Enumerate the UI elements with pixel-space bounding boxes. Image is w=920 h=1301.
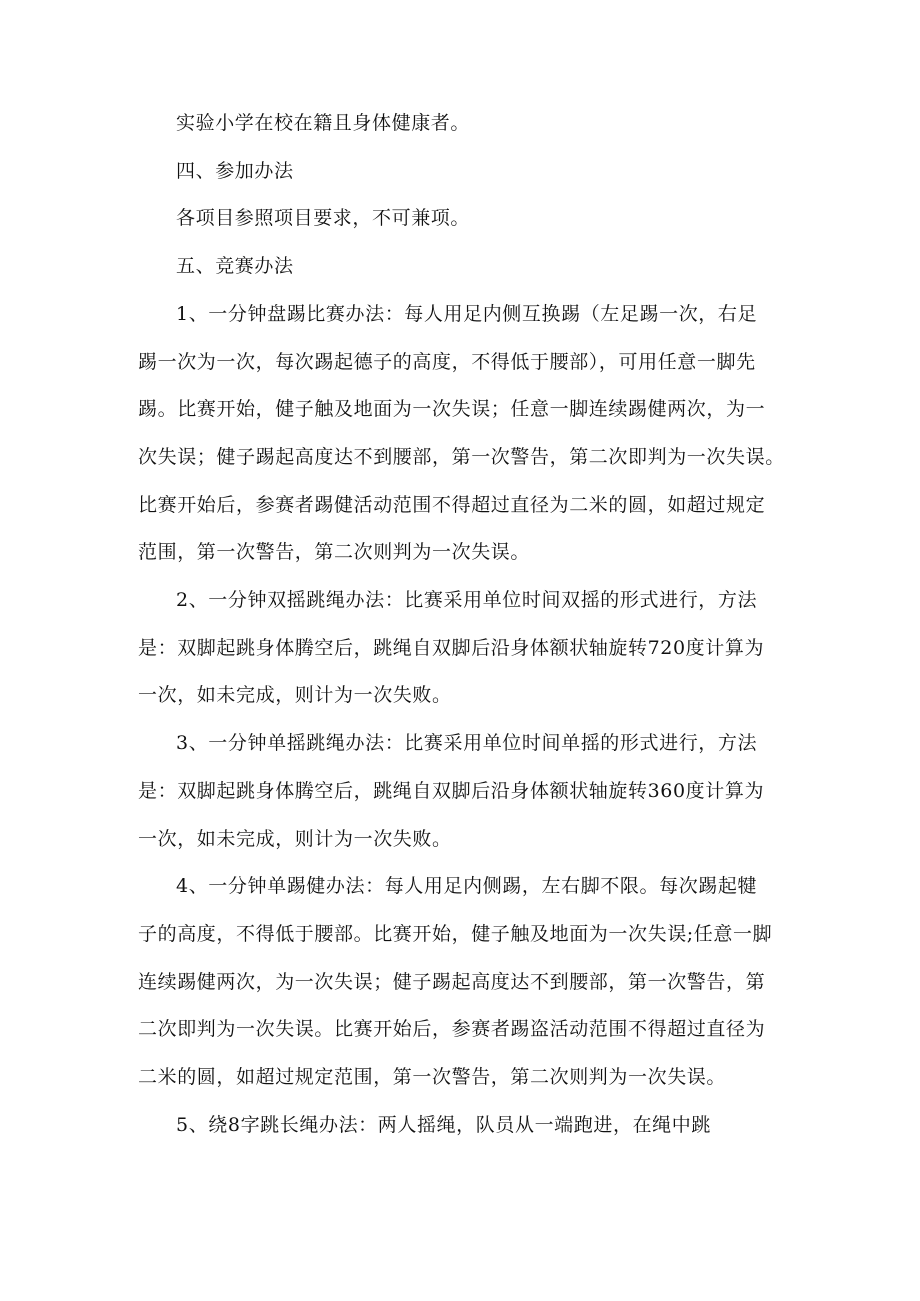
section-four-heading (138, 148, 788, 196)
rule-1-shuttlecock-inside-kick (138, 291, 788, 577)
text-line: 范围，第一次警告，第二次则判为一次失误。 (138, 541, 531, 564)
text-line: 是：双脚起跳身体腾空后，跳绳自双脚后沿身体额状轴旋转360度计算为 (138, 779, 765, 802)
text-line: 是：双脚起跳身体腾空后，跳绳自双脚后沿身体额状轴旋转720度计算为 (138, 636, 765, 659)
text-line: 一次，如未完成，则计为一次失败。 (138, 684, 452, 707)
text-line: 踢。比赛开始，健子触及地面为一次失误；任意一脚连续踢健两次，为一 (138, 398, 766, 421)
text-line: 连续踢健两次，为一次失误；健子踢起高度达不到腰部，第一次警告，第 (138, 970, 766, 993)
participation-text (138, 195, 788, 243)
text-line: 四、参加办法 (176, 159, 294, 182)
text-line: 1、一分钟盘踢比赛办法：每人用足内侧互换踢（左足踢一次，右足 (176, 302, 758, 325)
text-line: 一次，如未完成，则计为一次失败。 (138, 827, 452, 850)
text-line: 比赛开始后，参赛者踢健活动范围不得超过直径为二米的圆，如超过规定 (138, 493, 766, 516)
text-line: 踢一次为一次，每次踢起德子的高度，不得低于腰部），可用任意一脚先 (138, 350, 756, 373)
rule-3-single-skipping (138, 720, 788, 863)
rule-5-long-rope (138, 1102, 788, 1150)
text-line: 五、竞赛办法 (176, 255, 294, 278)
document-body (138, 100, 788, 1149)
rule-2-double-skipping (138, 577, 788, 720)
text-line: 次失误；健子踢起高度达不到腰部，第一次警告，第二次即判为一次失误。 (138, 445, 785, 468)
rule-4-single-kick (138, 863, 788, 1102)
text-line: 5、绕8字跳长绳办法：两人摇绳，队员从一端跑进，在绳中跳 (176, 1113, 711, 1136)
text-line: 各项目参照项目要求，不可兼项。 (176, 207, 471, 230)
text-line: 2、一分钟双摇跳绳办法：比赛采用单位时间双摇的形式进行，方法 (176, 589, 758, 612)
text-line: 二米的圆，如超过规定范围，第一次警告，第二次则判为一次失误。 (138, 1066, 727, 1089)
text-line: 实验小学在校在籍且身体健康者。 (176, 112, 471, 134)
text-line: 4、一分钟单踢健办法：每人用足内侧踢，左右脚不限。每次踢起犍 (176, 875, 758, 898)
eligibility-text (138, 100, 788, 148)
text-line: 3、一分钟单摇跳绳办法：比赛采用单位时间单摇的形式进行，方法 (176, 732, 758, 755)
text-line: 二次即判为一次失误。比赛开始后，参赛者踢盗活动范围不得超过直径为 (138, 1018, 766, 1041)
text-line: 子的高度，不得低于腰部。比赛开始，健子触及地面为一次失误;任意一脚 (138, 922, 773, 945)
section-five-heading (138, 243, 788, 291)
